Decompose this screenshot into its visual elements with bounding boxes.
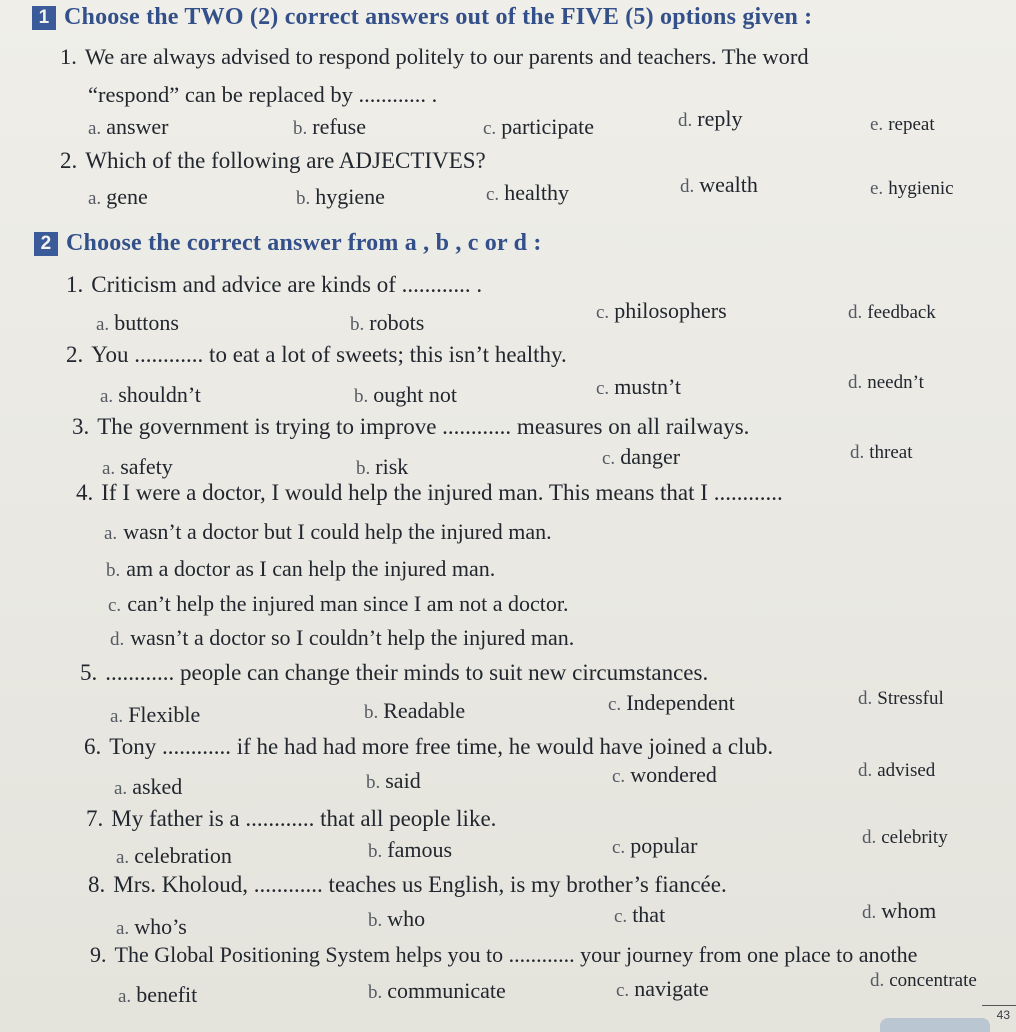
option-b[interactable]: b. who (368, 906, 426, 931)
option-a[interactable]: a. who’s (116, 914, 187, 939)
question-number: 1. (60, 44, 77, 69)
question-text: Tony ............ if he had had more free time, he would have joined a club. (109, 734, 774, 759)
question-text: Which of the following are ADJECTIVES? (85, 148, 486, 173)
option-d[interactable]: d. reply (678, 106, 743, 131)
option-b[interactable]: b. risk (356, 454, 409, 479)
section-1-heading (32, 4, 812, 31)
option-d[interactable]: d. whom (862, 898, 937, 923)
option-d[interactable]: d. concentrate (870, 970, 977, 991)
option-d[interactable]: d. needn’t (848, 372, 924, 393)
question-number: 1. (66, 272, 84, 297)
s1-q2-options (88, 172, 988, 214)
option-c[interactable]: c. mustn’t (596, 374, 682, 399)
option-c[interactable]: c. that (614, 902, 666, 927)
s1-question-1-line-2 (88, 82, 437, 108)
question-text: The Global Positioning System helps you to ............ your journey from one place to anothe (114, 942, 918, 967)
option-d[interactable]: d. advised (858, 760, 936, 781)
s2-q4-option-d[interactable]: d. wasn’t a doctor so I couldn’t help the injured man. (110, 625, 575, 650)
s2-question-1 (66, 272, 482, 298)
s2-question-9 (90, 942, 917, 968)
option-d[interactable]: d. wealth (680, 172, 758, 197)
section-1-title: Choose the TWO (2) correct answers out of the FIVE (5) options given : (64, 4, 813, 30)
question-text: The government is trying to improve ............ measures on all railways. (97, 414, 750, 439)
option-a[interactable]: a. safety (102, 454, 173, 479)
option-b[interactable]: b. communicate (368, 978, 506, 1003)
option-b[interactable]: b. refuse (293, 114, 366, 139)
option-c[interactable]: c. philosophers (596, 298, 727, 323)
option-a[interactable]: a. celebration (116, 843, 232, 868)
option-b[interactable]: b. said (366, 768, 421, 793)
s2-question-8 (88, 872, 727, 898)
question-number: 5. (80, 660, 98, 685)
option-d[interactable]: d. feedback (848, 302, 936, 323)
question-number: 7. (86, 806, 104, 831)
option-b[interactable]: b. robots (350, 310, 425, 335)
section-1-badge: 1 (32, 6, 56, 30)
option-b[interactable]: b. ought not (354, 382, 457, 407)
option-a[interactable]: a. gene (88, 184, 148, 209)
s2-q4-option-b[interactable]: b. am a doctor as I can help the injured man. (106, 556, 496, 581)
question-text: We are always advised to respond politely to our parents and teachers. The word (84, 44, 809, 69)
s2-q6-options (114, 760, 994, 804)
option-a[interactable]: a. shouldn’t (100, 382, 201, 407)
option-b[interactable]: b. hygiene (296, 184, 385, 209)
s2-question-3 (72, 414, 749, 440)
option-d[interactable]: d. celebrity (862, 827, 948, 848)
s2-q1-options (96, 298, 976, 340)
s2-q8-options (116, 898, 996, 944)
question-number: 4. (76, 480, 94, 505)
option-a[interactable]: a. Flexible (110, 702, 201, 727)
s1-question-2 (60, 148, 486, 174)
option-c[interactable]: c. participate (483, 114, 595, 139)
section-2-title: Choose the correct answer from a , b , c or d : (66, 230, 542, 256)
s2-q4-option-a[interactable]: a. wasn’t a doctor but I could help the injured man. (104, 519, 552, 544)
section-2-badge: 2 (34, 232, 58, 256)
section-2-heading (34, 230, 542, 257)
option-b[interactable]: b. famous (368, 837, 453, 862)
footer-decoration (880, 1018, 990, 1032)
option-a[interactable]: a. answer (88, 114, 169, 139)
question-text: ............ people can change their minds to suit new circumstances. (105, 660, 709, 685)
question-number: 6. (84, 734, 102, 759)
question-text: If I were a doctor, I would help the injured man. This means that I ............ (101, 480, 783, 505)
question-text: You ............ to eat a lot of sweets; this isn’t healthy. (91, 342, 567, 367)
s2-question-4 (76, 480, 783, 506)
option-c[interactable]: c. popular (612, 833, 698, 858)
question-text: Criticism and advice are kinds of ............ . (91, 272, 483, 297)
s1-q1-options (88, 106, 988, 144)
s2-q2-options (100, 372, 980, 412)
question-number: 9. (90, 942, 107, 967)
question-text: My father is a ............ that all people like. (111, 806, 497, 831)
s2-question-5 (80, 660, 708, 686)
option-e[interactable]: e. repeat (870, 114, 935, 135)
question-number: 8. (88, 872, 106, 897)
s2-question-2 (66, 342, 567, 368)
option-c[interactable]: c. healthy (486, 180, 569, 205)
question-number: 2. (66, 342, 84, 367)
question-number: 3. (72, 414, 90, 439)
option-a[interactable]: a. benefit (118, 982, 198, 1007)
option-e[interactable]: e. hygienic (870, 178, 954, 199)
question-text-continued: “respond” can be replaced by ............ . (88, 82, 438, 107)
page-number-rule (982, 1005, 1016, 1006)
option-b[interactable]: b. Readable (364, 698, 466, 723)
option-c[interactable]: c. Independent (608, 690, 735, 715)
s2-q5-options (110, 688, 990, 732)
option-a[interactable]: a. asked (114, 774, 183, 799)
s2-question-7 (86, 806, 496, 832)
question-number: 2. (60, 148, 78, 173)
option-c[interactable]: c. wondered (612, 762, 717, 787)
option-c[interactable]: c. danger (602, 444, 681, 469)
s2-q9-options (118, 970, 998, 1012)
option-d[interactable]: d. Stressful (858, 688, 944, 709)
option-d[interactable]: d. threat (850, 442, 913, 463)
s2-q4-option-c[interactable]: c. can’t help the injured man since I am not a doctor. (108, 591, 569, 616)
question-text: Mrs. Kholoud, ............ teaches us English, is my brother’s fiancée. (113, 872, 727, 897)
option-c[interactable]: c. navigate (616, 976, 709, 1001)
s1-question-1 (60, 44, 809, 70)
s2-question-6 (84, 734, 773, 760)
page-number: 43 (996, 1008, 1010, 1022)
s2-q7-options (116, 827, 996, 873)
option-a[interactable]: a. buttons (96, 310, 179, 335)
